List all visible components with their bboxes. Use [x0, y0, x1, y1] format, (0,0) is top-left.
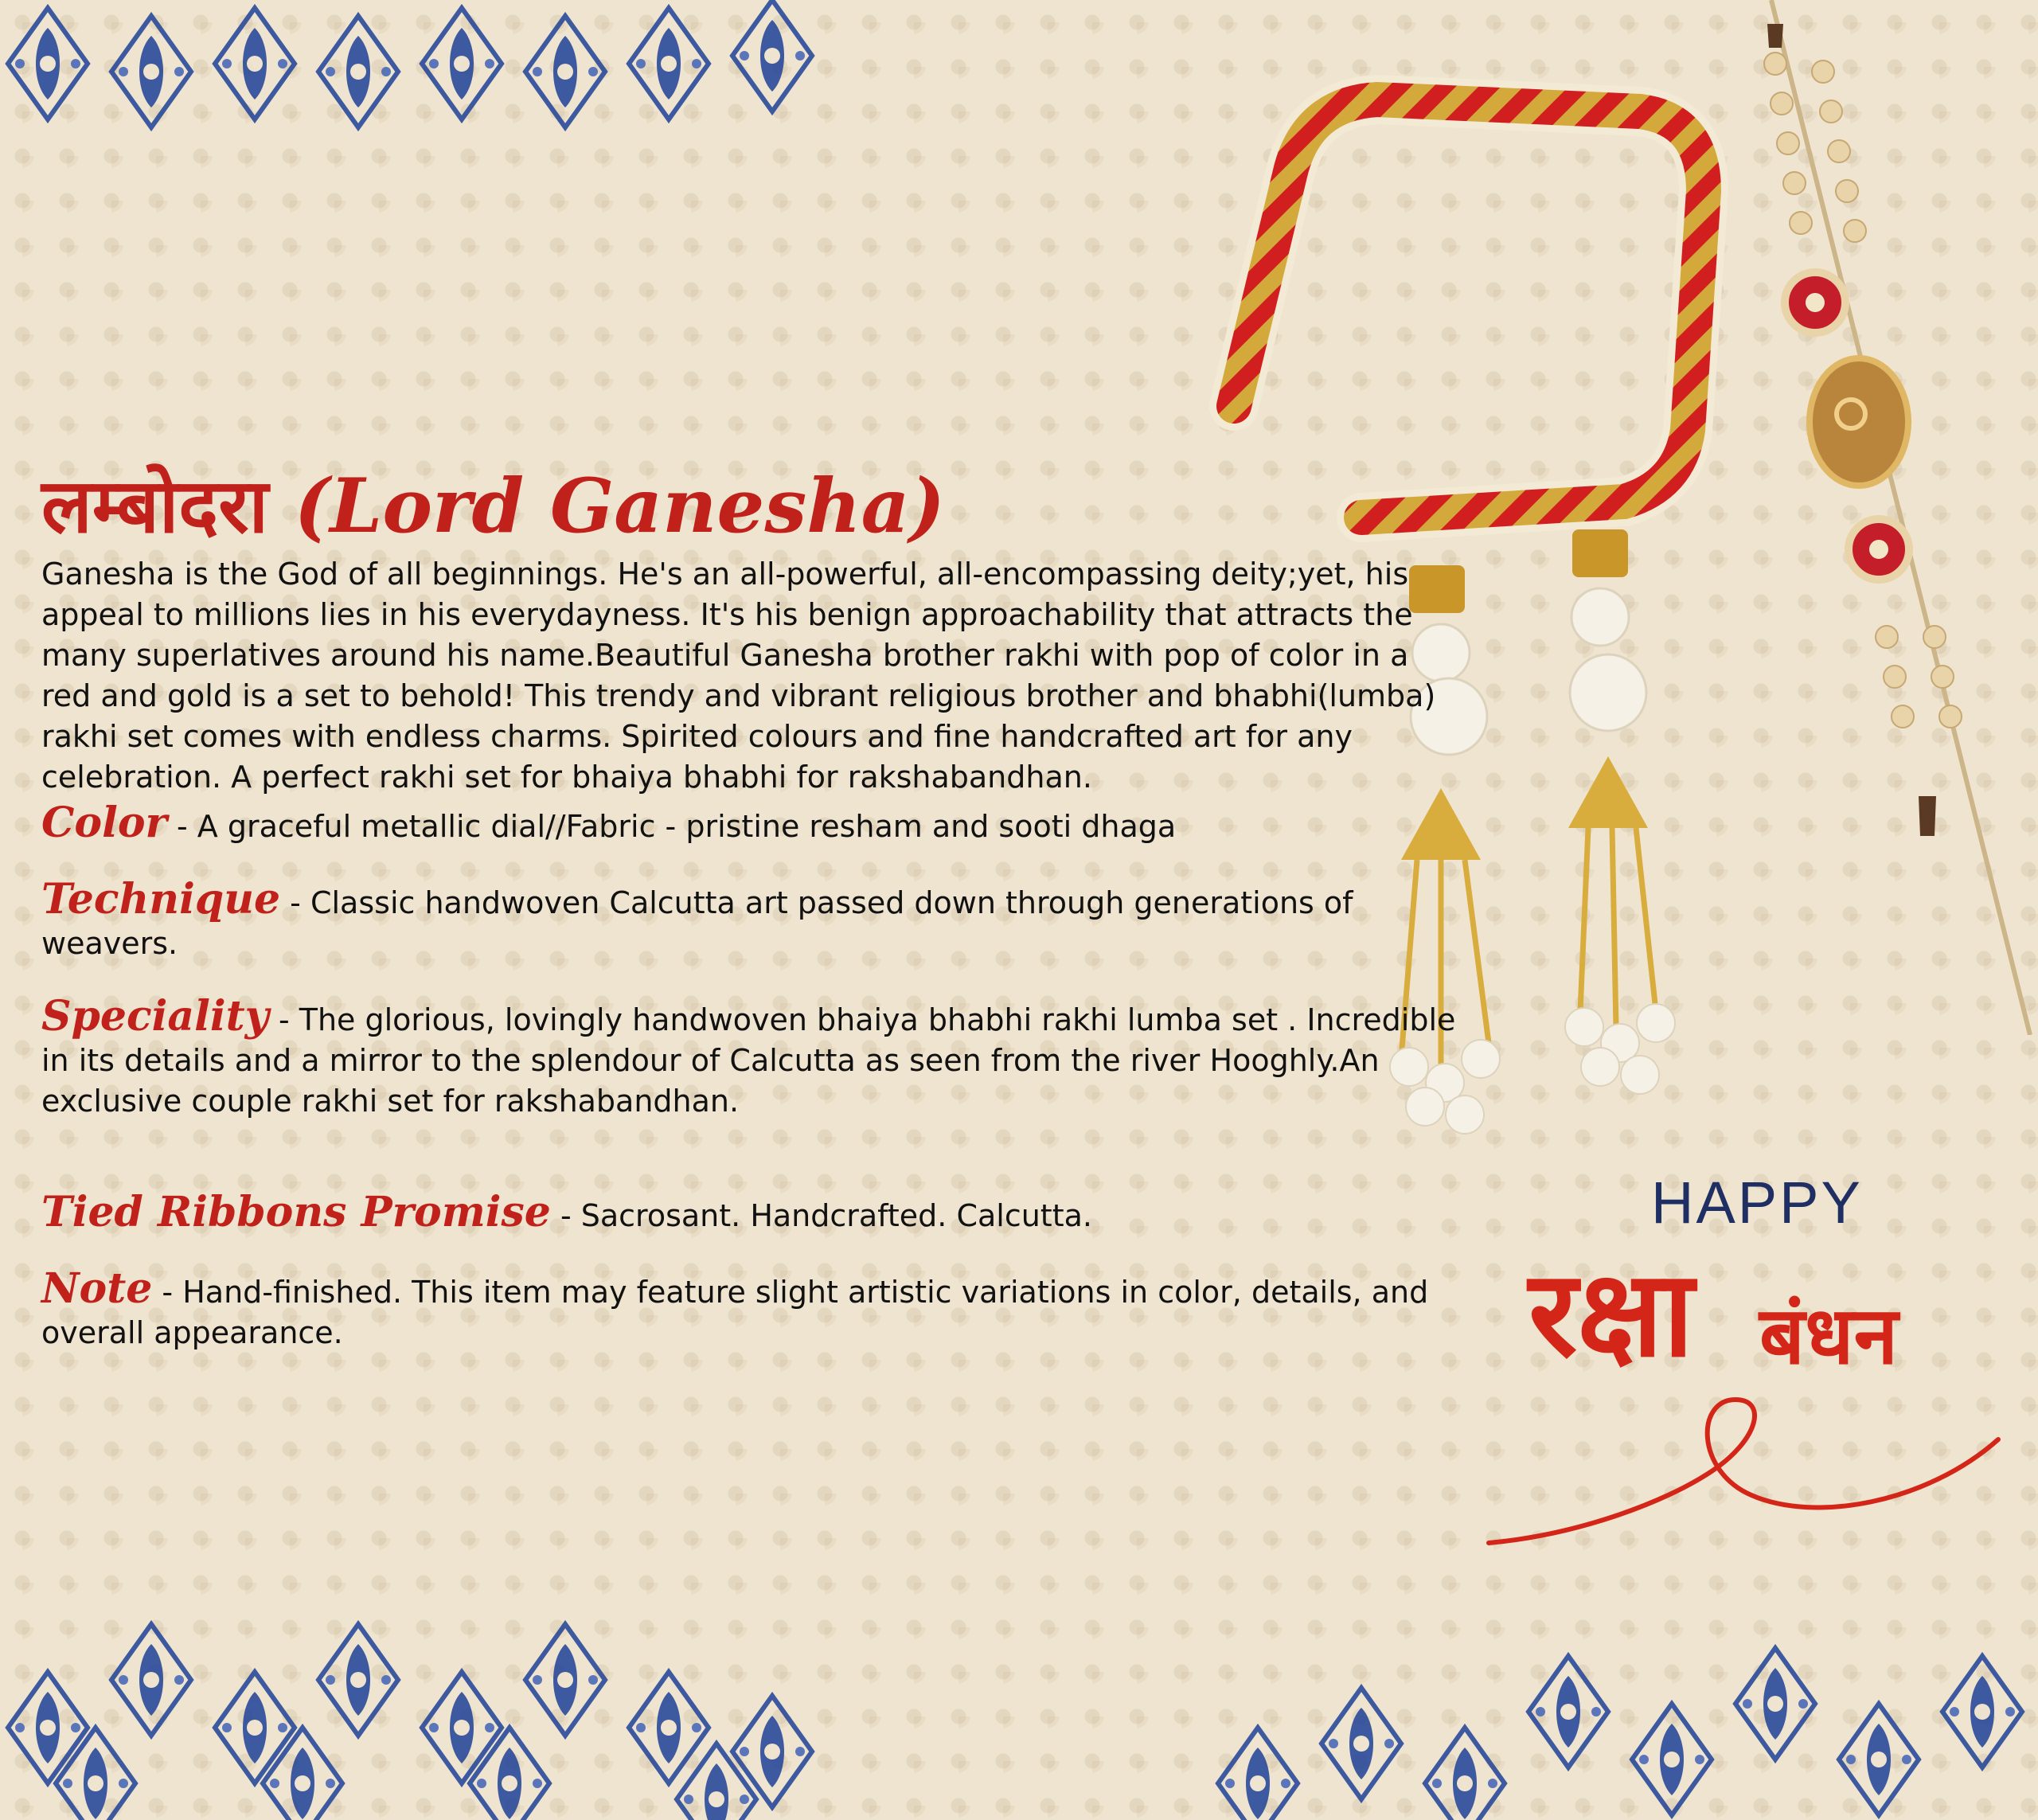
bottom-left-border-pattern — [0, 1592, 860, 1820]
greeting-raksha: रक्षा — [1528, 1245, 1694, 1384]
speciality-label: Speciality — [41, 992, 269, 1041]
color-separator: - — [166, 809, 197, 845]
description-paragraph: Ganesha is the God of all beginnings. He's an all-powerful, all-encompassing deity;yet, his appeal to millions lies in his everydayness. It's his benign approachability that attracts the many superlatives around his name.Beautiful Ganesha brother rakhi with pop of color in a red and gold is a set to behold! This trendy and vibrant religious brother and bhabhi(lumba) rakhi set comes with endless charms. Spirited colours and fine handcrafted art for any celebration. A perfect rakhi set for bhaiya bhabhi for rakshabandhan. — [41, 557, 1436, 795]
greeting-bandhan: बंधन — [1759, 1289, 1899, 1382]
raksha-bandhan-greeting — [1481, 1169, 2006, 1567]
bottom-right-border-pattern — [1194, 1592, 2038, 1820]
technique-text: Classic handwoven Calcutta art passed down through generations of weavers. — [41, 885, 1353, 962]
promise-text: Sacrosant. Handcrafted. Calcutta. — [580, 1198, 1092, 1234]
note-text: Hand-finished. This item may feature slight artistic variations in color, details, and overall appearance. — [41, 1275, 1429, 1351]
page-title — [41, 463, 1458, 550]
color-section — [41, 799, 1458, 848]
product-description-panel — [41, 463, 1458, 1353]
greeting-happy: HAPPY — [1651, 1170, 1863, 1236]
speciality-text: The glorious, lovingly handwoven bhaiya bhabhi rakhi lumba set . Incredible in its details and a mirror to the splendour of Calcutta as seen from the river Hooghly.An exclusive couple rakhi set for rakshabandhan. — [41, 1002, 1456, 1119]
technique-separator: - — [280, 885, 310, 921]
note-section — [41, 1264, 1458, 1353]
promise-label: Tied Ribbons Promise — [41, 1188, 551, 1237]
ganesha-rakhi-image — [1735, 0, 2038, 1039]
promise-separator: - — [550, 1198, 581, 1234]
note-label: Note — [41, 1264, 153, 1314]
technique-section — [41, 875, 1458, 964]
color-text: A graceful metallic dial//Fabric - pristine resham and sooti dhaga — [197, 809, 1177, 845]
color-label: Color — [41, 799, 167, 848]
title-latin: (Lord Ganesha) — [294, 463, 945, 550]
top-left-border-pattern — [0, 0, 860, 159]
speciality-separator: - — [268, 1002, 299, 1038]
calligraphy-swash — [1481, 1384, 2006, 1559]
technique-label: Technique — [41, 875, 281, 924]
promise-section — [41, 1188, 1458, 1237]
note-separator: - — [152, 1275, 183, 1310]
speciality-section — [41, 992, 1458, 1122]
title-hindi: लम्बोदरा — [41, 463, 269, 550]
